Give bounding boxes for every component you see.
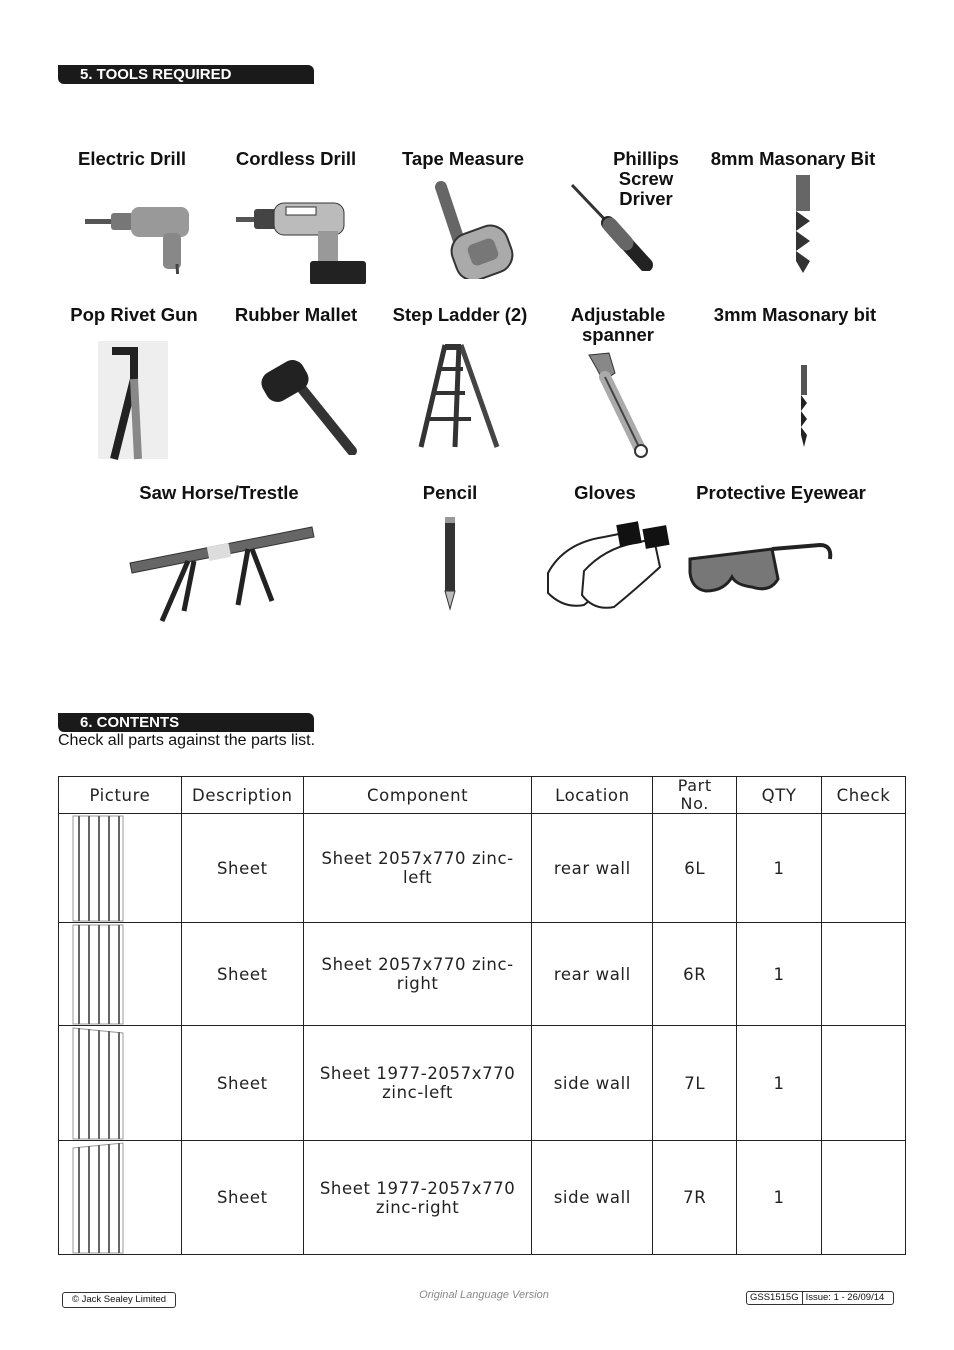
tool-label: Electric Drill <box>78 148 186 169</box>
drill-bit-icon <box>788 169 818 279</box>
row-description: Sheet <box>181 923 303 1026</box>
sheet-picture <box>59 923 182 1026</box>
issue-date: Issue: 1 - 26/09/14 <box>805 1292 885 1303</box>
row-component <box>303 1026 532 1141</box>
tool-label: Cordless Drill <box>235 148 357 169</box>
tool-label: Adjustable <box>570 304 666 325</box>
cordless-drill-icon <box>226 169 366 284</box>
col-header-description: Description <box>181 777 303 814</box>
pencil-icon <box>440 513 460 611</box>
row-qty: 1 <box>737 1026 822 1141</box>
copyright-badge: © Jack Sealey Limited <box>62 1292 176 1308</box>
col-header-part-no <box>653 777 737 814</box>
sheet-picture <box>59 814 182 923</box>
tool-pencil <box>414 483 486 611</box>
col-header-picture: Picture <box>59 777 182 814</box>
row-part-no: 7R <box>653 1141 737 1255</box>
tool-label: Saw Horse/Trestle <box>139 482 299 503</box>
row-check[interactable] <box>822 1026 906 1141</box>
table-row <box>59 814 906 923</box>
row-component <box>303 814 532 923</box>
row-location: rear wall <box>532 923 653 1026</box>
sheet-icon <box>69 815 129 922</box>
component-line: right <box>396 974 439 993</box>
table-row <box>59 923 906 1026</box>
tool-label: Tape Measure <box>401 148 524 169</box>
row-check[interactable] <box>822 814 906 923</box>
tool-rubber-mallet <box>226 305 366 455</box>
sheet-icon <box>69 924 129 1025</box>
contents-instruction: Check all parts against the parts list. <box>58 732 316 749</box>
table-row <box>59 1026 906 1141</box>
model-number: GSS1515G <box>747 1292 803 1304</box>
row-location: rear wall <box>532 814 653 923</box>
row-component <box>303 1141 532 1255</box>
tool-label: 3mm Masonary bit <box>713 304 877 325</box>
col-header-location: Location <box>532 777 653 814</box>
row-description: Sheet <box>181 814 303 923</box>
tool-label: Rubber Mallet <box>234 304 358 325</box>
tool-adjustable-spanner <box>552 305 684 463</box>
part-no-label-line1: Part <box>677 776 712 795</box>
tool-label: Pop Rivet Gun <box>70 304 198 325</box>
row-qty: 1 <box>737 814 822 923</box>
saw-horse-icon <box>128 515 318 625</box>
tool-electric-drill <box>62 149 202 274</box>
tool-masonary-bit-8mm <box>702 149 884 279</box>
row-check[interactable] <box>822 923 906 1026</box>
section-heading-tools: 5. TOOLS REQUIRED <box>58 65 314 84</box>
tool-cordless-drill <box>226 149 366 284</box>
component-line: zinc-right <box>375 1197 460 1217</box>
rivet-gun-icon <box>94 339 174 461</box>
row-description: Sheet <box>181 1141 303 1255</box>
ladder-icon <box>415 341 505 451</box>
tool-gloves <box>544 483 666 611</box>
col-header-component: Component <box>303 777 532 814</box>
gloves-icon <box>544 513 670 611</box>
row-location: side wall <box>532 1026 653 1141</box>
tool-label: Pencil <box>422 482 478 503</box>
row-part-no: 6L <box>653 814 737 923</box>
row-component <box>303 923 532 1026</box>
sheet-icon <box>69 1027 129 1140</box>
spanner-icon <box>583 351 653 463</box>
component-line: Sheet 2057x770 zinc- <box>321 955 514 974</box>
row-check[interactable] <box>822 1141 906 1255</box>
tool-pop-rivet-gun <box>62 305 206 461</box>
row-part-no: 7L <box>653 1026 737 1141</box>
component-line: left <box>403 868 433 887</box>
col-header-check: Check <box>822 777 906 814</box>
row-qty: 1 <box>737 923 822 1026</box>
tool-label: Screw <box>618 168 674 189</box>
parts-table <box>58 776 906 1255</box>
language-note: Original Language Version <box>419 1289 549 1301</box>
mallet-icon <box>254 335 364 455</box>
tool-step-ladder <box>386 305 534 451</box>
issue-badge <box>746 1291 894 1305</box>
safety-glasses-icon <box>686 525 836 605</box>
drill-bit-icon <box>794 363 814 453</box>
tool-protective-eyewear <box>686 483 876 605</box>
row-qty: 1 <box>737 1141 822 1255</box>
tool-label: Step Ladder (2) <box>392 304 528 325</box>
component-line: zinc-left <box>382 1083 454 1102</box>
row-description: Sheet <box>181 1026 303 1141</box>
sheet-picture <box>59 1141 182 1255</box>
tool-label: Protective Eyewear <box>696 482 866 503</box>
tool-label: Phillips <box>613 148 679 169</box>
row-part-no: 6R <box>653 923 737 1026</box>
tool-phillips-screwdriver <box>590 149 702 271</box>
section-heading-contents: 6. CONTENTS <box>58 713 314 732</box>
tool-saw-horse <box>128 483 310 625</box>
tool-label: Driver <box>619 188 673 209</box>
table-header-row <box>59 777 906 814</box>
part-no-label-line2: No. <box>680 794 709 813</box>
row-location: side wall <box>532 1141 653 1255</box>
tool-masonary-bit-3mm <box>704 305 886 453</box>
sheet-picture <box>59 1026 182 1141</box>
table-row <box>59 1141 906 1255</box>
tool-tape-measure <box>392 149 534 279</box>
tool-label: Gloves <box>574 482 636 503</box>
component-line: Sheet 2057x770 zinc- <box>321 849 514 868</box>
tape-measure-icon <box>403 169 523 279</box>
sheet-icon <box>69 1142 129 1254</box>
tool-label: 8mm Masonary Bit <box>710 148 876 169</box>
component-line: Sheet 1977-2057x770 <box>319 1064 516 1083</box>
electric-drill-icon <box>67 169 197 274</box>
component-line: Sheet 1977-2057x770 <box>319 1178 516 1198</box>
tool-label: spanner <box>582 324 654 345</box>
col-header-qty: QTY <box>737 777 822 814</box>
